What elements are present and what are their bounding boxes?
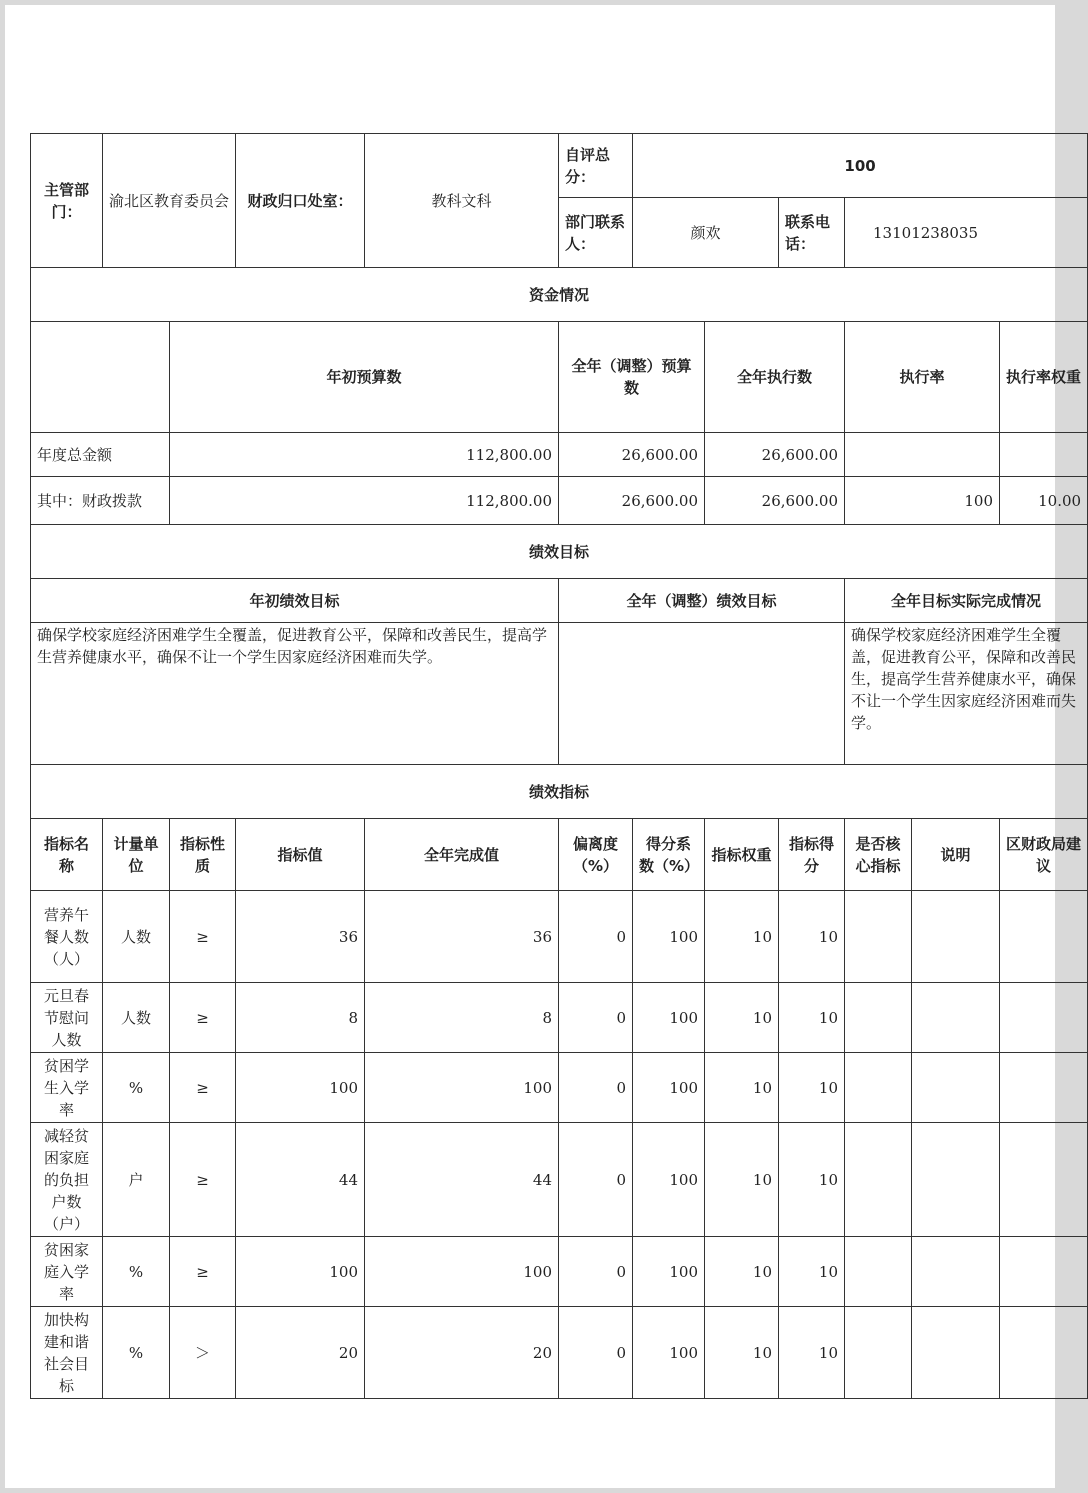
- goals-section-title: 绩效目标: [31, 525, 1088, 579]
- ind-unit: 人数: [103, 891, 170, 983]
- ind-name: 加快构建和谐社会目标: [31, 1307, 103, 1399]
- ind-advice: [1000, 891, 1088, 983]
- ind-target: 36: [236, 891, 365, 983]
- ind-nature: ≥: [170, 891, 236, 983]
- ind-weight: 10: [705, 891, 779, 983]
- ind-advice: [1000, 1237, 1088, 1307]
- ind-weight: 10: [705, 983, 779, 1053]
- ind-note: [912, 1053, 1000, 1123]
- funds-col-adjusted: 全年（调整）预算数: [559, 322, 705, 433]
- ind-col-score: 指标得分: [779, 819, 845, 891]
- ind-col-weight: 指标权重: [705, 819, 779, 891]
- ind-score: 10: [779, 1053, 845, 1123]
- ind-note: [912, 1307, 1000, 1399]
- funds-col-executed: 全年执行数: [705, 322, 845, 433]
- ind-name: 减轻贫困家庭的负担户数（户）: [31, 1123, 103, 1237]
- phone-value: 13101238035: [845, 198, 1088, 268]
- indicator-row: [31, 1123, 1088, 1237]
- phone-label: 联系电话：: [779, 198, 845, 268]
- ind-coef: 100: [633, 1307, 705, 1399]
- ind-unit: %: [103, 1237, 170, 1307]
- performance-evaluation-table: [30, 133, 1088, 1399]
- dept-label: 主管部门：: [31, 134, 103, 268]
- funds-cell: [845, 433, 1000, 477]
- ind-actual: 20: [365, 1307, 559, 1399]
- ind-deviation: 0: [559, 1307, 633, 1399]
- ind-weight: 10: [705, 1123, 779, 1237]
- indicator-row: [31, 1053, 1088, 1123]
- ind-nature: ＞: [170, 1307, 236, 1399]
- ind-col-name: 指标名称: [31, 819, 103, 891]
- goals-adjusted-text: [559, 623, 845, 765]
- ind-target: 8: [236, 983, 365, 1053]
- ind-nature: ≥: [170, 983, 236, 1053]
- funds-row-label: 其中：财政拨款: [31, 477, 170, 525]
- ind-col-actual: 全年完成值: [365, 819, 559, 891]
- ind-actual: 44: [365, 1123, 559, 1237]
- ind-note: [912, 1123, 1000, 1237]
- ind-note: [912, 1237, 1000, 1307]
- ind-unit: 人数: [103, 983, 170, 1053]
- ind-actual: 100: [365, 1053, 559, 1123]
- funds-cell: 100: [845, 477, 1000, 525]
- ind-advice: [1000, 1123, 1088, 1237]
- ind-deviation: 0: [559, 891, 633, 983]
- office-value: 教科文科: [365, 134, 559, 268]
- ind-unit: %: [103, 1307, 170, 1399]
- ind-weight: 10: [705, 1053, 779, 1123]
- ind-advice: [1000, 1307, 1088, 1399]
- ind-coef: 100: [633, 891, 705, 983]
- ind-core: [845, 1237, 912, 1307]
- ind-deviation: 0: [559, 1123, 633, 1237]
- indicator-row: [31, 983, 1088, 1053]
- ind-actual: 36: [365, 891, 559, 983]
- funds-cell: 26,600.00: [705, 477, 845, 525]
- ind-actual: 100: [365, 1237, 559, 1307]
- ind-weight: 10: [705, 1237, 779, 1307]
- ind-core: [845, 1307, 912, 1399]
- contact-value: 颜欢: [633, 198, 779, 268]
- goals-col-adjusted: 全年（调整）绩效目标: [559, 579, 845, 623]
- ind-coef: 100: [633, 1053, 705, 1123]
- funds-col-weight: 执行率权重: [1000, 322, 1088, 433]
- goals-col-initial: 年初绩效目标: [31, 579, 559, 623]
- ind-name: 贫困家庭入学率: [31, 1237, 103, 1307]
- ind-score: 10: [779, 1307, 845, 1399]
- dept-value: 渝北区教育委员会: [103, 134, 236, 268]
- office-label: 财政归口处室：: [236, 134, 365, 268]
- ind-col-note: 说明: [912, 819, 1000, 891]
- funds-col-rate: 执行率: [845, 322, 1000, 433]
- goals-col-actual: 全年目标实际完成情况: [845, 579, 1088, 623]
- ind-name: 营养午餐人数（人）: [31, 891, 103, 983]
- ind-nature: ≥: [170, 1053, 236, 1123]
- funds-row: [31, 477, 1088, 525]
- ind-col-nature: 指标性质: [170, 819, 236, 891]
- ind-target: 100: [236, 1053, 365, 1123]
- ind-core: [845, 891, 912, 983]
- ind-score: 10: [779, 983, 845, 1053]
- ind-note: [912, 983, 1000, 1053]
- self-score-label: 自评总分：: [559, 134, 633, 198]
- ind-coef: 100: [633, 983, 705, 1053]
- funds-section-title: 资金情况: [31, 268, 1088, 322]
- indicator-row: [31, 891, 1088, 983]
- ind-weight: 10: [705, 1307, 779, 1399]
- ind-nature: ≥: [170, 1237, 236, 1307]
- ind-unit: %: [103, 1053, 170, 1123]
- ind-coef: 100: [633, 1123, 705, 1237]
- ind-note: [912, 891, 1000, 983]
- funds-cell: [1000, 433, 1088, 477]
- contact-label: 部门联系人：: [559, 198, 633, 268]
- ind-core: [845, 1123, 912, 1237]
- ind-nature: ≥: [170, 1123, 236, 1237]
- self-score-value: 100: [633, 134, 1088, 198]
- indicator-row: [31, 1237, 1088, 1307]
- funds-header-blank: [31, 322, 170, 433]
- ind-score: 10: [779, 1123, 845, 1237]
- ind-score: 10: [779, 1237, 845, 1307]
- ind-col-unit: 计量单位: [103, 819, 170, 891]
- ind-core: [845, 1053, 912, 1123]
- goals-initial-text: 确保学校家庭经济困难学生全覆盖，促进教育公平，保障和改善民生，提高学生营养健康水平，确保不让一个学生因家庭经济困难而失学。: [31, 623, 559, 765]
- ind-col-advice: 区财政局建议: [1000, 819, 1088, 891]
- ind-score: 10: [779, 891, 845, 983]
- ind-deviation: 0: [559, 1237, 633, 1307]
- ind-target: 100: [236, 1237, 365, 1307]
- ind-name: 贫困学生入学率: [31, 1053, 103, 1123]
- ind-col-target: 指标值: [236, 819, 365, 891]
- goals-actual-text: 确保学校家庭经济困难学生全覆盖，促进教育公平，保障和改善民生，提高学生营养健康水平，确保不让一个学生因家庭经济困难而失学。: [845, 623, 1088, 765]
- funds-row-label: 年度总金额: [31, 433, 170, 477]
- funds-cell: 112,800.00: [170, 433, 559, 477]
- ind-deviation: 0: [559, 983, 633, 1053]
- ind-target: 44: [236, 1123, 365, 1237]
- funds-cell: 26,600.00: [559, 477, 705, 525]
- ind-name: 元旦春节慰问人数: [31, 983, 103, 1053]
- document-page: [5, 5, 1082, 1488]
- ind-unit: 户: [103, 1123, 170, 1237]
- funds-cell: 10.00: [1000, 477, 1088, 525]
- ind-advice: [1000, 1053, 1088, 1123]
- funds-cell: 112,800.00: [170, 477, 559, 525]
- ind-target: 20: [236, 1307, 365, 1399]
- ind-advice: [1000, 983, 1088, 1053]
- funds-cell: 26,600.00: [705, 433, 845, 477]
- indicators-section-title: 绩效指标: [31, 765, 1088, 819]
- ind-col-deviation: 偏离度（%）: [559, 819, 633, 891]
- ind-actual: 8: [365, 983, 559, 1053]
- ind-col-coef: 得分系数（%）: [633, 819, 705, 891]
- ind-coef: 100: [633, 1237, 705, 1307]
- funds-col-initial: 年初预算数: [170, 322, 559, 433]
- funds-row: [31, 433, 1088, 477]
- funds-cell: 26,600.00: [559, 433, 705, 477]
- ind-core: [845, 983, 912, 1053]
- ind-col-core: 是否核心指标: [845, 819, 912, 891]
- indicator-row: [31, 1307, 1088, 1399]
- ind-deviation: 0: [559, 1053, 633, 1123]
